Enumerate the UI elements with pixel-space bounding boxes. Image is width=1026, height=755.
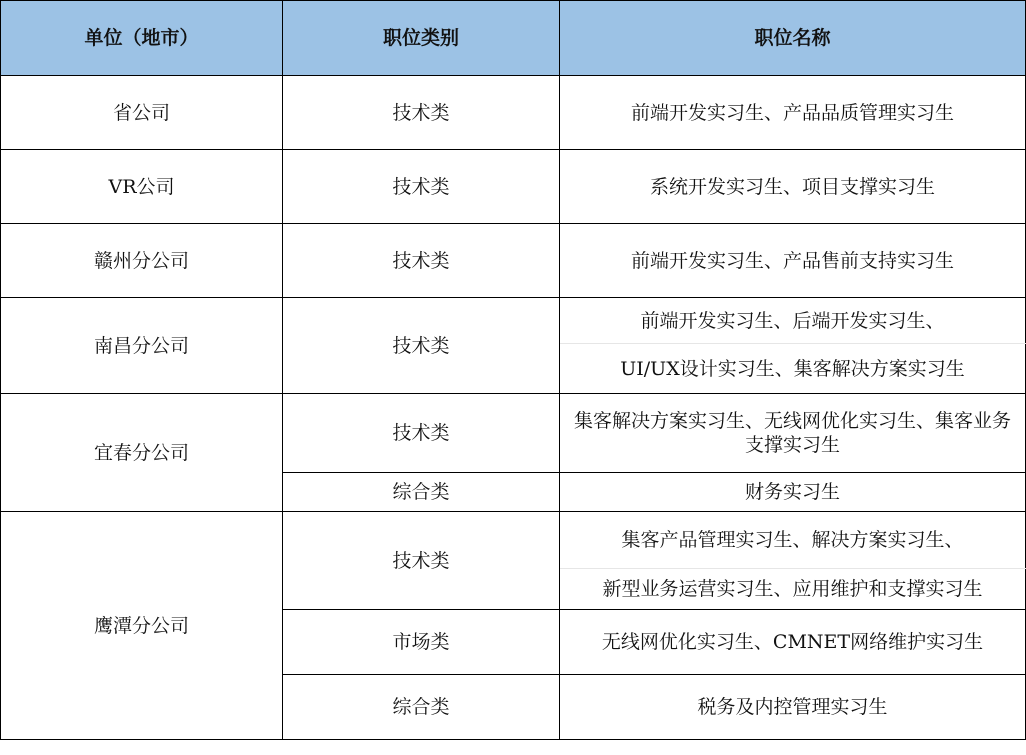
title-cell: 无线网优化实习生、CMNET网络维护实习生 — [560, 610, 1026, 675]
category-cell: 技术类 — [283, 76, 560, 150]
category-cell: 技术类 — [283, 394, 560, 473]
header-title: 职位名称 — [560, 1, 1026, 76]
header-unit: 单位（地市） — [1, 1, 283, 76]
title-cell: 前端开发实习生、产品品质管理实习生 — [560, 76, 1026, 150]
table-row — [1, 76, 1026, 150]
header-row — [1, 1, 1026, 76]
table-row — [1, 394, 1026, 473]
category-cell: 技术类 — [283, 512, 560, 610]
unit-cell: VR公司 — [1, 150, 283, 224]
table-row — [1, 150, 1026, 224]
title-cell: 集客产品管理实习生、解决方案实习生、 — [560, 512, 1026, 569]
title-cell: 新型业务运营实习生、应用维护和支撑实习生 — [560, 569, 1026, 610]
unit-cell: 省公司 — [1, 76, 283, 150]
category-cell: 技术类 — [283, 298, 560, 394]
title-cell: 税务及内控管理实习生 — [560, 675, 1026, 740]
title-cell: 前端开发实习生、产品售前支持实习生 — [560, 224, 1026, 298]
table-row — [1, 224, 1026, 298]
title-cell: UI/UX设计实习生、集客解决方案实习生 — [560, 344, 1026, 394]
unit-cell: 南昌分公司 — [1, 298, 283, 394]
category-cell: 技术类 — [283, 150, 560, 224]
table-row — [1, 298, 1026, 344]
title-cell: 集客解决方案实习生、无线网优化实习生、集客业务支撑实习生 — [560, 394, 1026, 473]
unit-cell: 宜春分公司 — [1, 394, 283, 512]
category-cell: 市场类 — [283, 610, 560, 675]
unit-cell: 赣州分公司 — [1, 224, 283, 298]
unit-cell: 鹰潭分公司 — [1, 512, 283, 740]
title-cell: 前端开发实习生、后端开发实习生、 — [560, 298, 1026, 344]
category-cell: 综合类 — [283, 675, 560, 740]
header-category: 职位类别 — [283, 1, 560, 76]
title-cell: 财务实习生 — [560, 473, 1026, 512]
category-cell: 技术类 — [283, 224, 560, 298]
title-cell: 系统开发实习生、项目支撑实习生 — [560, 150, 1026, 224]
category-cell: 综合类 — [283, 473, 560, 512]
table-row — [1, 512, 1026, 569]
